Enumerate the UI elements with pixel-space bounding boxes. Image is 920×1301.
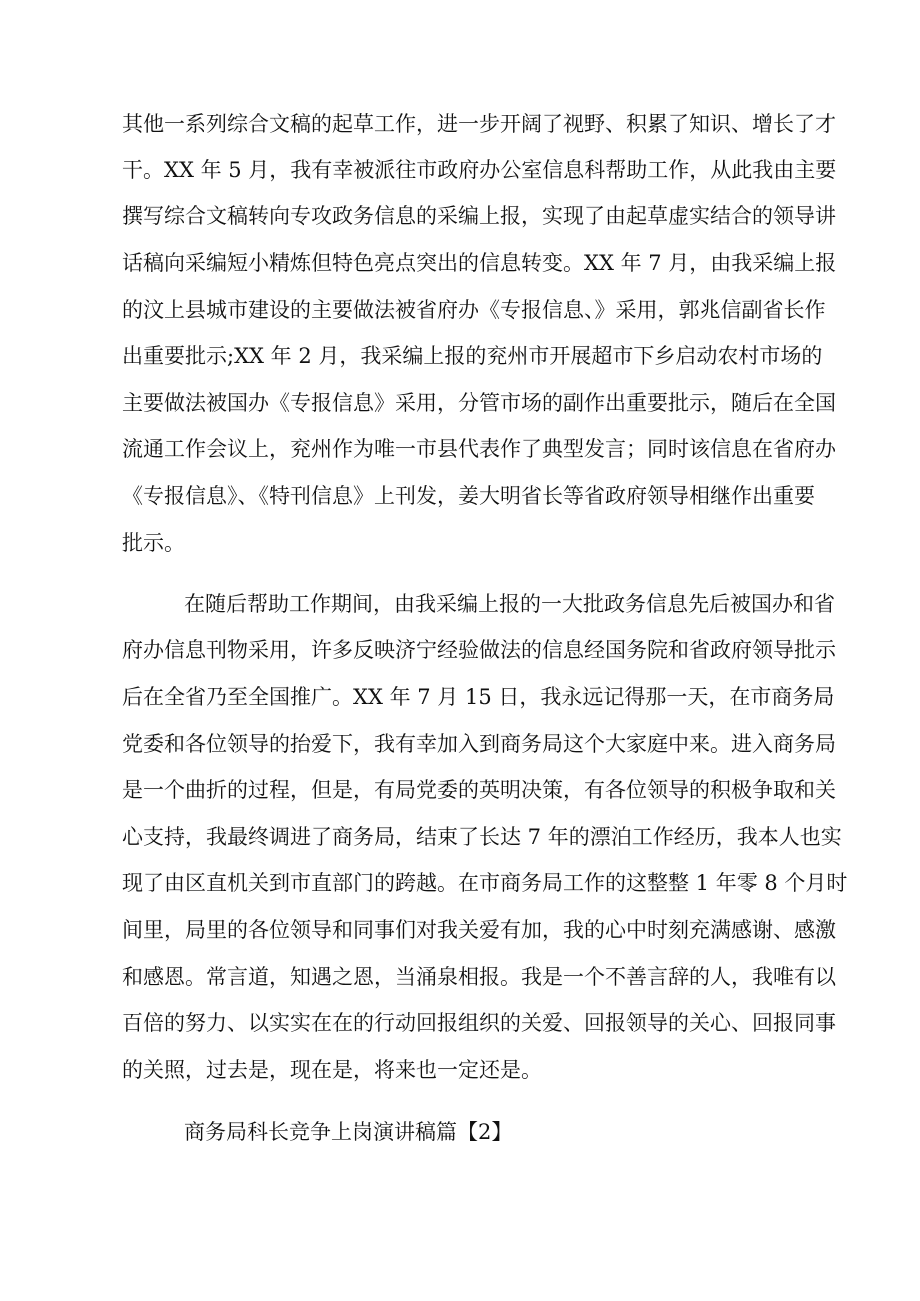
text-line: 府办信息刊物采用，许多反映济宁经验做法的信息经国务院和省政府领导批示 bbox=[122, 638, 836, 662]
text-line: 间里，局里的各位领导和同事们对我关爱有加，我的心中时刻充满感谢、感激 bbox=[122, 918, 836, 942]
text-line: 撰写综合文稿转向专攻政务信息的采编上报，实现了由起草虚实结合的领导讲 bbox=[122, 204, 836, 228]
text-line: 是一个曲折的过程，但是，有局党委的英明决策，有各位领导的积极争取和关 bbox=[122, 778, 836, 802]
text-line: 现了由区直机关到市直部门的跨越。在市商务局工作的这整整 1 年零 8 个月时 bbox=[122, 871, 848, 895]
text-line: 出重要批示;XX 年 2 月，我采编上报的兖州市开展超市下乡启动农村市场的 bbox=[122, 344, 823, 368]
text-line: 心支持，我最终调进了商务局，结束了长达 7 年的漂泊工作经历，我本人也实 bbox=[122, 825, 842, 849]
text-line: 流通工作会议上，兖州作为唯一市县代表作了典型发言；同时该信息在省府办 bbox=[122, 437, 836, 461]
text-line: 的汶上县城市建设的主要做法被省府办《专报信息、》采用，郭兆信副省长作 bbox=[122, 298, 826, 322]
text-line: 和感恩。常言道，知遇之恩，当涌泉相报。我是一个不善言辞的人，我唯有以 bbox=[122, 965, 836, 989]
text-line: 党委和各位领导的抬爱下，我有幸加入到商务局这个大家庭中来。进入商务局 bbox=[122, 732, 836, 756]
text-line: 主要做法被国办《专报信息》采用，分管市场的副作出重要批示，随后在全国 bbox=[122, 391, 836, 415]
text-line: 的关照，过去是，现在是，将来也一定还是。 bbox=[122, 1058, 542, 1082]
text-line: 《专报信息》、《特刊信息》上刊发，姜大明省长等省政府领导相继作出重要 bbox=[122, 484, 815, 508]
section-heading: 商务局科长竞争上岗演讲稿篇【2】 bbox=[184, 1120, 513, 1144]
text-line: 后在全省乃至全国推广。XX 年 7 月 15 日，我永远记得那一天，在市商务局 bbox=[122, 685, 835, 709]
text-line: 百倍的努力、以实实在在的行动回报组织的关爱、回报领导的关心、回报同事 bbox=[122, 1011, 836, 1035]
text-line: 话稿向采编短小精炼但特色亮点突出的信息转变。XX 年 7 月，由我采编上报 bbox=[122, 251, 837, 275]
text-line: 干。XX 年 5 月，我有幸被派往市政府办公室信息科帮助工作，从此我由主要 bbox=[122, 158, 837, 182]
text-line: 批示。 bbox=[122, 531, 185, 555]
text-line: 其他一系列综合文稿的起草工作，进一步开阔了视野、积累了知识、增长了才 bbox=[122, 112, 836, 136]
text-line: 在随后帮助工作期间，由我采编上报的一大批政务信息先后被国办和省 bbox=[184, 592, 835, 616]
